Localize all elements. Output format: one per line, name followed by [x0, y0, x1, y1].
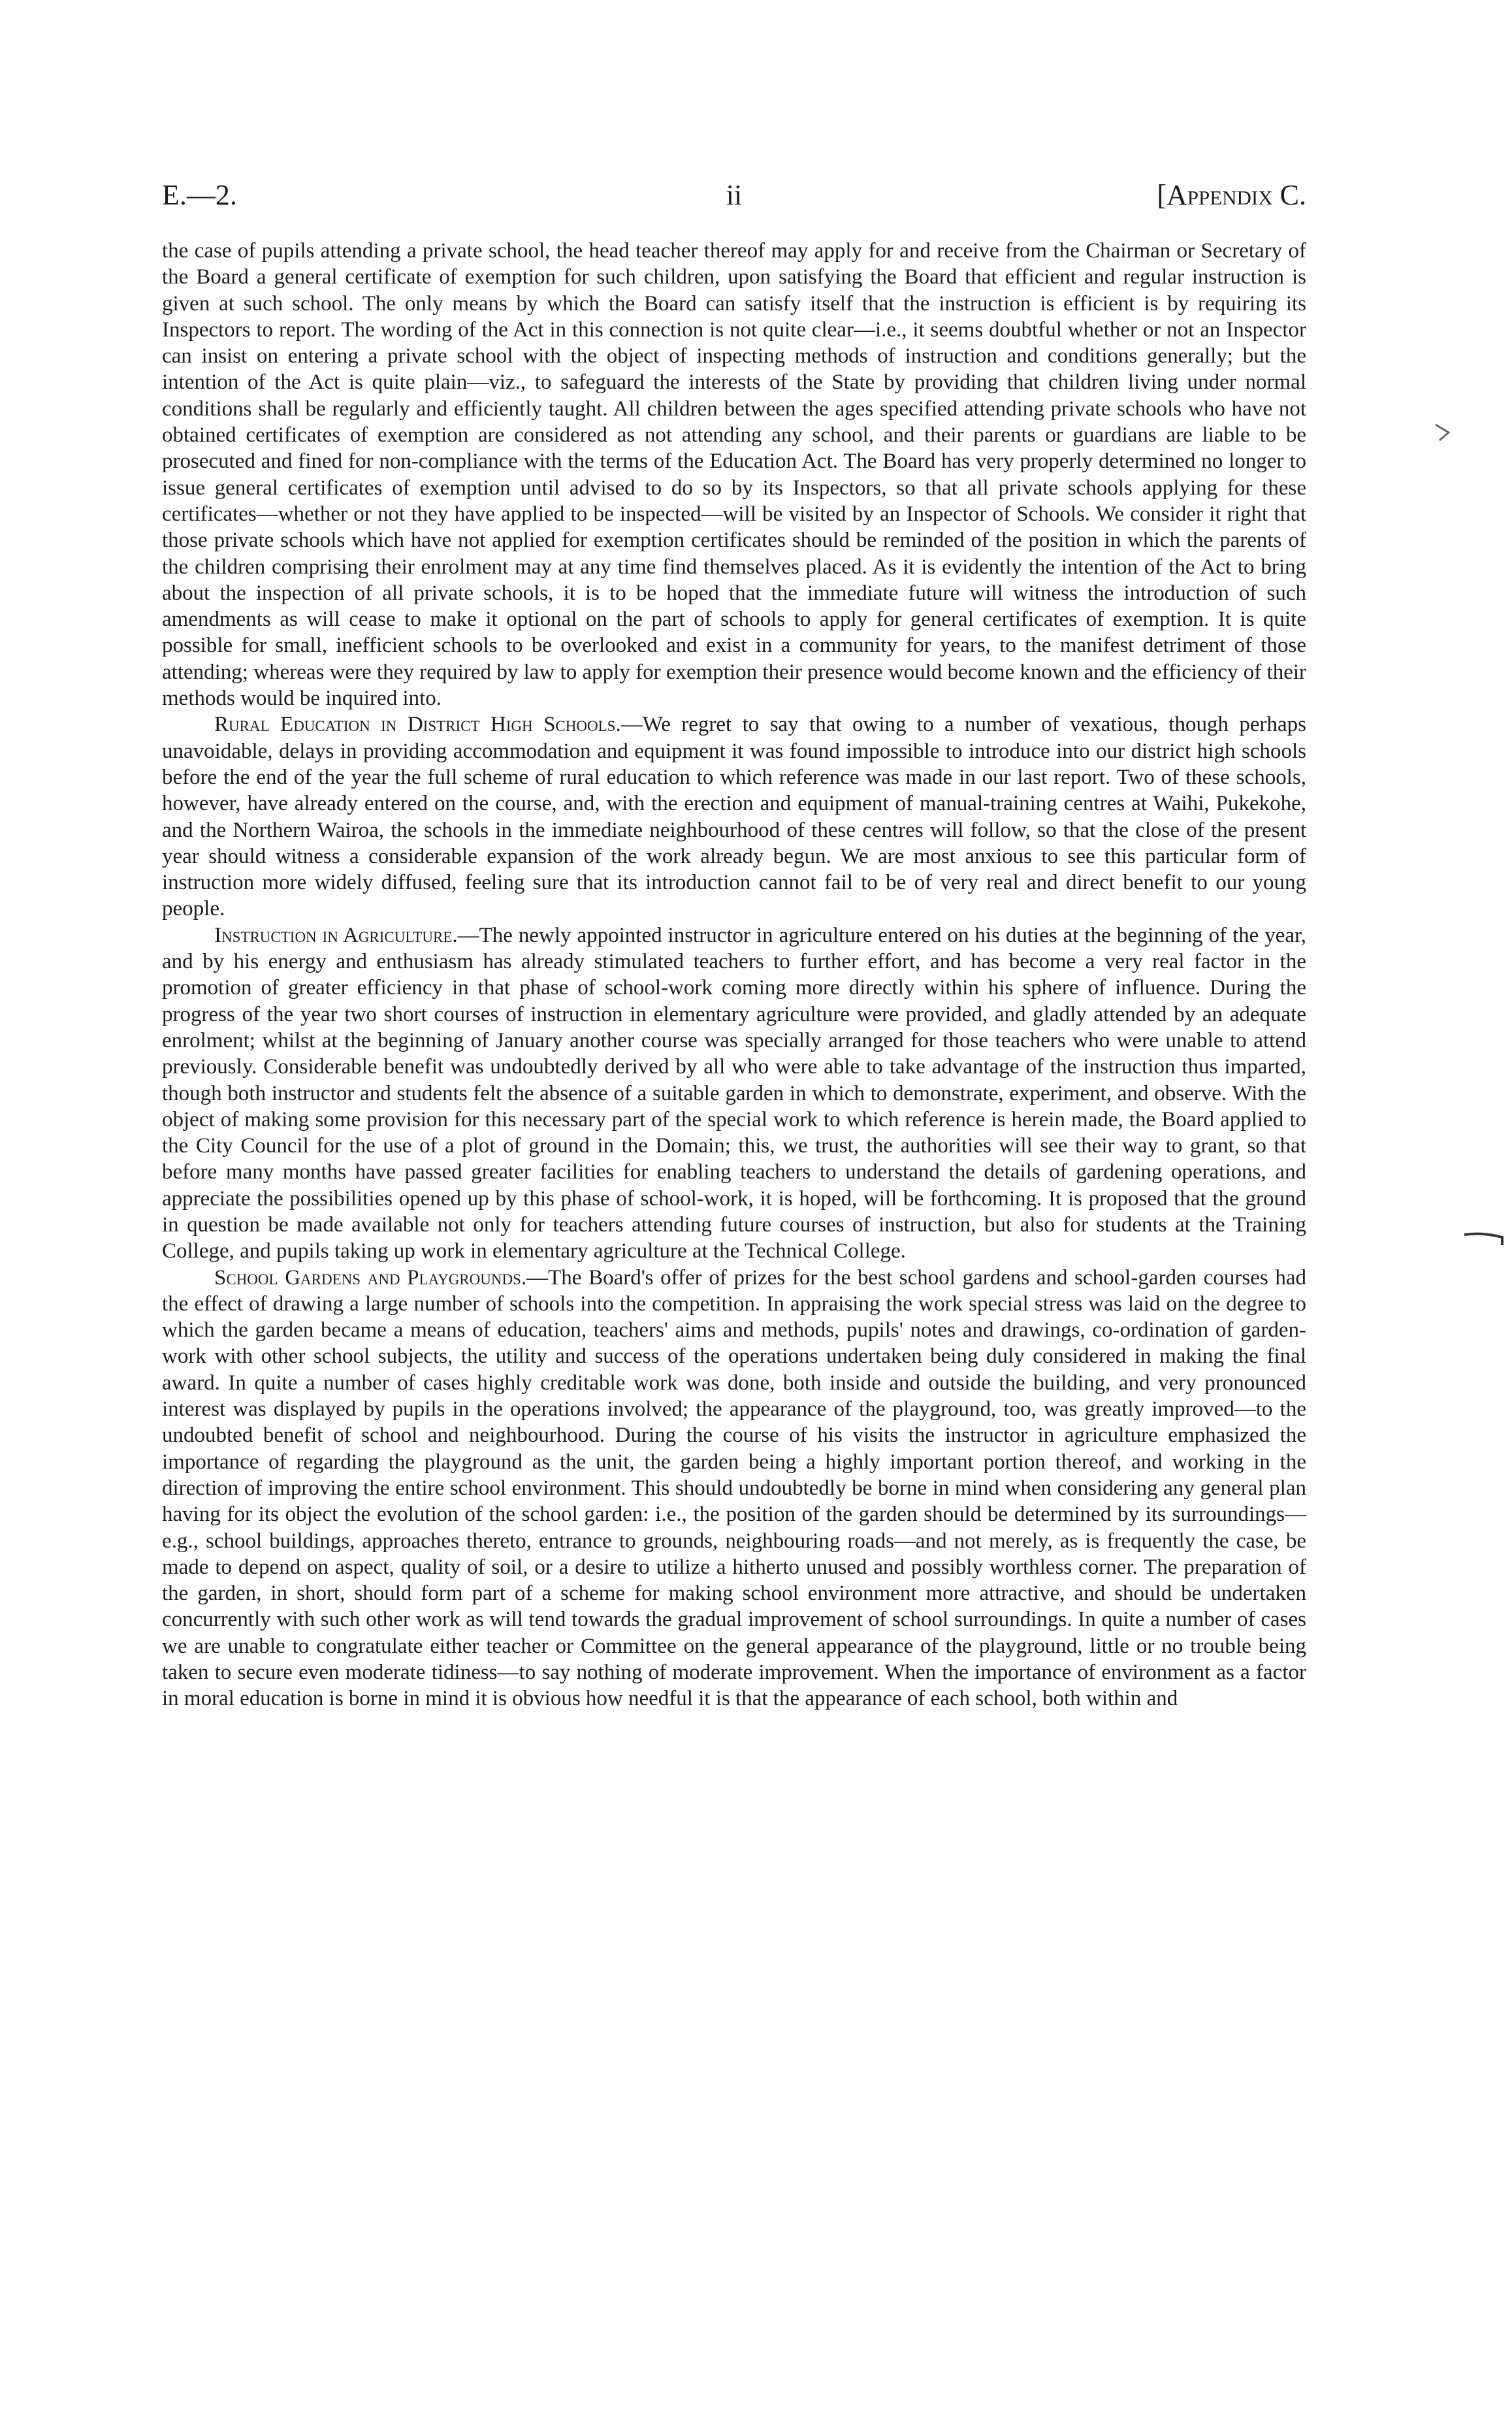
section-heading: Instruction in Agriculture. — [214, 923, 458, 947]
page-header — [162, 172, 1306, 218]
section-heading: School Gardens and Playgrounds. — [214, 1265, 527, 1290]
paragraph-text: the case of pupils attending a private school, the head teacher thereof may apply for and receive from the Chairman or Secretary of the Board a general certificate of exemption for such children, upon satisfying the Board that efficient and regular instruction is given at such school. The only means by which the Board can satisfy itself that the instruction is efficient is by requiring its Inspectors to report. The wording of the Act in this connection is not quite clear—i.e., it seems doubtful whether or not an Inspector can insist on entering a private school with the object of inspecting methods of instruction and conditions generally; but the intention of the Act is quite plain—viz., to safeguard the interests of the State by providing that children living under normal conditions shall be regularly and efficiently taught. All children between the ages specified attending private schools who have not obtained certificates of exemption are considered as not attending any school, and their parents or guardians are liable to be prosecuted and fined for non-compliance with the terms of the Education Act. The Board has very properly determined no longer to issue general certificates of exemption until advised to do so by its Inspectors, so that all private schools applying for these certificates—whether or not they have applied to be inspected—will be visited by an Inspector of Schools. We consider it right that those private schools which have not applied for exemption certificates should be reminded of the position in which the parents of the children comprising their enrolment may at any time find themselves placed. As it is evidently the intention of the Act to bring about the inspection of all private schools, it is to be hoped that the immediate future will witness the introduction of such amendments as will cease to make it optional on the part of schools to apply for general certificates of exemption. It is quite possible for small, inefficient schools to be overlooked and exist in a community for years, to the manifest detriment of those attending; whereas were they required by law to apply for exemption their presence would become known and the efficiency of their methods would be inquired into. — [162, 239, 1306, 711]
paragraph-text: —We regret to say that owing to a number of vexatious, though perhaps unavoidable, delays in providing accommodation and equipment it was found impossible to introduce into our district high schools before the end of the year the full scheme of rural education to which reference was made in our last report. Two of these schools, however, have already entered on the course, and, with the erection and equipment of manual-training centres at Waihi, Pukekohe, and the Northern Wairoa, the schools in the immediate neighbourhood of these centres will follow, so that the close of the present year should witness a considerable expansion of the work already begun. We are most anxious to see this particular form of instruction more widely diffused, feeling sure that its introduction cannot fail to be of very real and direct benefit to our young people. — [162, 713, 1306, 921]
section-heading: Rural Education in District High Schools. — [214, 713, 621, 737]
report-reference: E.—2. — [162, 179, 237, 211]
paragraph-rural-education — [162, 711, 1306, 922]
paragraph-private-schools — [162, 238, 1306, 711]
paragraph-school-gardens — [162, 1265, 1306, 1712]
margin-tick-icon — [1463, 1228, 1509, 1248]
appendix-label: [Appendix C. — [1157, 179, 1306, 211]
margin-mark-icon — [1430, 418, 1456, 444]
paragraph-text: —The Board's offer of prizes for the best school gardens and school-garden courses had the effect of drawing a large number of schools into the competition. In appraising the work special stress was laid on the degree to which the garden became a means of education, teachers' aims and methods, pupils' notes and drawings, co-ordination of garden-work with other school subjects, the utility and success of the operations undertaken being duly considered in making the final award. In quite a number of cases highly creditable work was done, both inside and outside the building, and very pronounced interest was displayed by pupils in the operations involved; the appearance of the playground, too, was greatly improved—to the undoubted benefit of school and neighbourhood. During the course of his visits the instructor in agriculture emphasized the importance of regarding the playground as the unit, the garden being a highly important portion thereof, and working in the direction of improving the entire school environment. This should undoubtedly be borne in mind when considering any general plan having for its object the evolution of the school garden: i.e., the position of the garden should be determined by its surroundings—e.g., school buildings, approaches thereto, entrance to grounds, neighbouring roads—and not merely, as is frequently the case, be made to depend on aspect, quality of soil, or a desire to utilize a hitherto unused and possibly worthless corner. The preparation of the garden, in short, should form part of a scheme for making school environment more attractive, and should be undertaken concurrently with such other work as will tend towards the gradual improvement of school surroundings. In quite a number of cases we are unable to congratulate either teacher or Committee on the general appearance of the playground, little or no trouble being taken to secure even moderate tidiness—to say nothing of moderate improvement. When the importance of environment as a factor in moral education is borne in mind it is obvious how needful it is that the appearance of each school, both within and — [162, 1265, 1307, 1711]
document-body — [162, 238, 1306, 1712]
paragraph-text: —The newly appointed instructor in agriculture entered on his duties at the beginning of the year, and by his energy and enthusiasm has already stimulated teachers to further effort, and has become a very real factor in the promotion of greater efficiency in that phase of school-work coming more directly within his sphere of influence. During the progress of the year two short courses of instruction in elementary agriculture were provided, and gladly attended by an adequate enrolment; whilst at the beginning of January another course was specially arranged for those teachers who were unable to attend previously. Considerable benefit was undoubtedly derived by all who were able to take advantage of the instruction thus imparted, though both instructor and students felt the absence of a suitable garden in which to demonstrate, experiment, and observe. With the object of making some provision for this necessary part of the special work to which reference is herein made, the Board applied to the City Council for the use of a plot of ground in the Domain; this, we trust, the authorities will see their way to grant, so that before many months have passed greater facilities for enabling teachers to understand the details of gardening operations, and appreciate the possibilities opened up by this phase of school-work, it is hoped, will be forthcoming. It is proposed that the ground in question be made available not only for teachers attending future courses of instruction, but also for students at the Training College, and pupils taking up work in elementary agriculture at the Technical College. — [162, 923, 1306, 1263]
page-number: ii — [726, 179, 743, 211]
paragraph-agriculture — [162, 922, 1306, 1265]
